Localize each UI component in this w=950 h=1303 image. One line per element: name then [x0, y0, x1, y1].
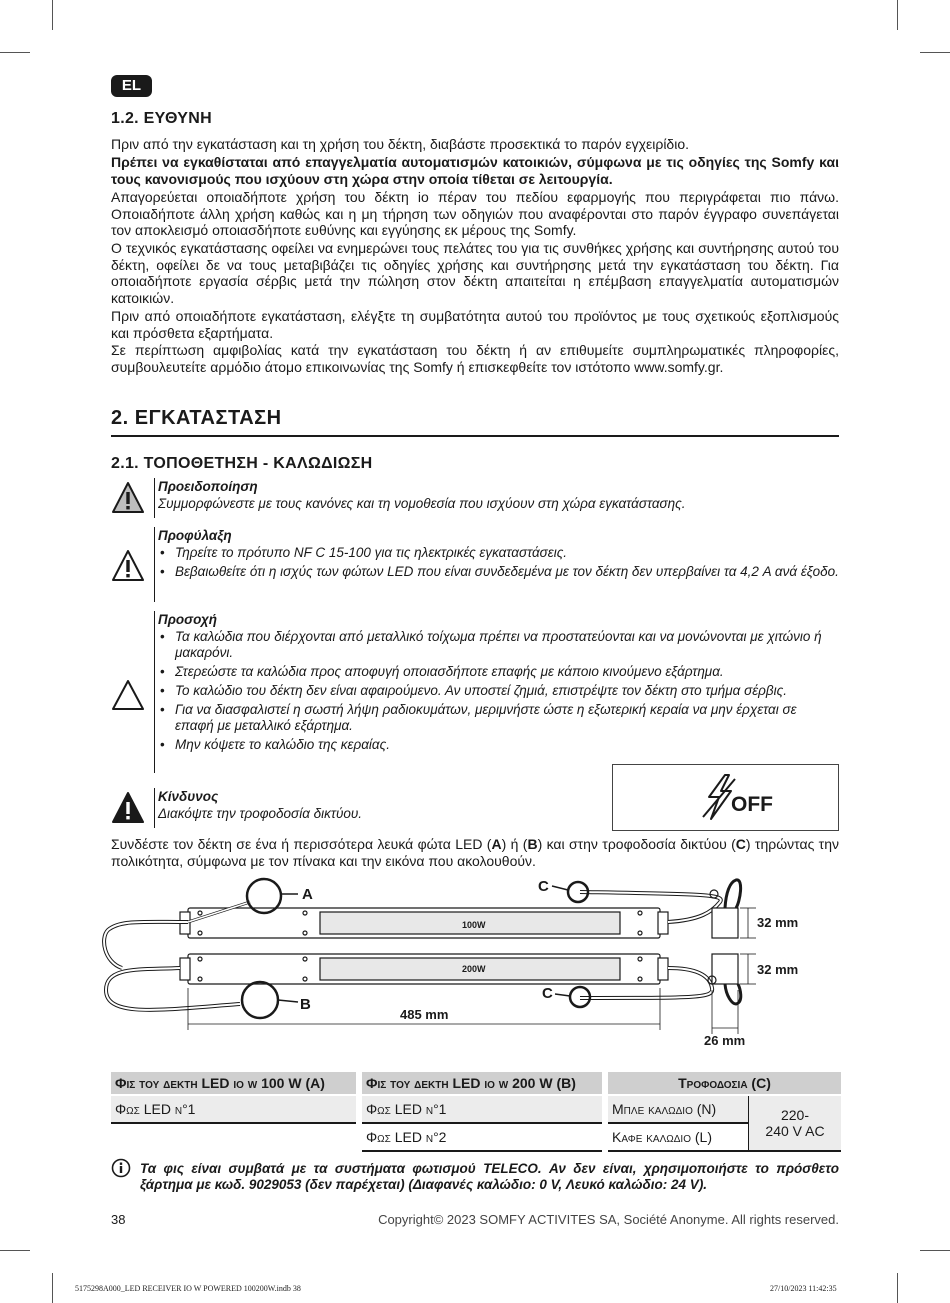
dimension-length: 485 mm — [400, 1007, 449, 1022]
label-a-ref: A — [491, 836, 502, 852]
section-heading-responsibility: 1.2. ΕΥΘΥΝΗ — [111, 110, 212, 127]
warning-notice — [111, 478, 839, 518]
paragraph: Απαγορεύεται οποιαδήποτε χρήση του δέκτη io πέραν του πεδίου εφαρμογής που περιγράφεται πιο πάνω. Οποιαδήποτε άλλη χρήση καθώς και η μη τήρηση των οδηγιών που αναφέρονται στο παρόν έγγραφο συνεπάγεται τον αποκλεισμό οποιασδήποτε ευθύνης και εγγύησης εκ μέρους της Somfy. — [111, 189, 839, 238]
label-c-top: C — [538, 878, 549, 895]
text-run: ) ή ( — [501, 836, 528, 852]
crop-mark — [897, 0, 898, 30]
power-off-illustration — [612, 764, 839, 831]
connect-instruction — [111, 836, 839, 869]
text-run: ) και στην τροφοδοσία δικτύου ( — [537, 836, 736, 852]
page-number: 38 — [111, 1212, 126, 1227]
list-item: • Βεβαιωθείτε ότι η ισχύς των φώτων LED που είναι συνδεδεμένα με τον δέκτη δεν υπερβαίνει τα 4,2 A ανά έξοδο. — [158, 564, 839, 580]
connection-table — [111, 1072, 841, 1152]
label-b: B — [300, 996, 311, 1013]
list-item: • Το καλώδιο του δέκτη δεν είναι αφαιρούμενο. Αν υποστεί ζημιά, επιστρέψτε τον δέκτη στο τμήμα σέρβις. — [158, 683, 839, 699]
precaution-notice — [111, 527, 839, 602]
cell-text: Φως LED n°1 — [115, 1101, 196, 1117]
dimension-width: 26 mm — [704, 1033, 746, 1048]
print-slug-file: 5175298A000_LED RECEIVER IO W POWERED 100200W.indb 38 — [75, 1284, 301, 1293]
warning-triangle-icon — [111, 481, 145, 515]
voltage-line: 220- — [780, 1107, 810, 1123]
table-header: Τροφοδοσια (C) — [608, 1072, 841, 1096]
crop-mark — [52, 1273, 53, 1303]
dimension-height-bottom: 32 mm — [757, 962, 799, 977]
label-c-ref: C — [735, 836, 746, 852]
notice-title: Προειδοποίηση — [158, 479, 258, 494]
print-slug-date: 27/10/2023 11:42:35 — [770, 1284, 837, 1293]
paragraph: Σε περίπτωση αμφιβολίας κατά την εγκατάσταση του δέκτη ή αν επιθυμείτε συμπληρωματικές πληροφορίες, συμβουλευτείτε αρμόδιο άτομο επικοινωνίας της Somfy ή επισκεφθείτε τον ιστότοπο www.somfy.gr. — [111, 342, 839, 375]
label-200w: 200W — [462, 964, 486, 974]
notice-title: Προσοχή — [158, 612, 217, 627]
paragraph-bold: Πρέπει να εγκαθίσταται από επαγγελματία αυτοματισμών κατοικιών, σύμφωνα με τις οδηγίες της Somfy και τους κανονισμούς που ισχύουν στη χώρα στην οποία τίθεται σε λειτουργία. — [111, 154, 839, 187]
label-c-bottom: C — [542, 985, 553, 1002]
notice-title: Προφύλαξη — [158, 528, 232, 543]
list-item: • Τα καλώδια που διέρχονται από μεταλλικό τοίχωμα πρέπει να προστατεύονται και να μονώνονται με χιτώνιο ή μακαρόνι. — [158, 629, 839, 661]
label-100w: 100W — [462, 920, 486, 930]
cable-top-left — [104, 922, 188, 968]
notice-title: Κίνδυνος — [158, 789, 219, 804]
connector-b-highlight — [242, 982, 278, 1018]
crop-mark — [920, 1250, 950, 1251]
dimension-height-top: 32 mm — [757, 915, 799, 930]
list-item: • Τηρείτε το πρότυπο NF C 15-100 για τις ηλεκτρικές εγκαταστάσεις. — [158, 545, 839, 561]
cell-text: Φως LED n°1 — [366, 1101, 447, 1117]
notice-text: Διακόψτε την τροφοδοσία δικτύου. — [158, 806, 363, 821]
label-b-ref: B — [527, 836, 538, 852]
list-item: • Για να διασφαλιστεί η σωστή λήψη ραδιοκυμάτων, μεριμνήστε ώστε η εξωτερική κεραία να μην έρχεται σε επαφή με μεταλλικό εξάρτημα. — [158, 702, 839, 734]
section-heading-installation: 2. ΕΓΚΑΤΑΣΤΑΣΗ — [111, 407, 839, 437]
wiring-diagram — [100, 872, 860, 1052]
text-run: ) τηρώντας την πολικότητα, σύμφωνα με τον πίνακα και την εικόνα που ακολουθούν. — [111, 836, 839, 869]
section-heading-mounting-wiring: 2.1. ΤΟΠΟΘΕΤΗΣΗ - ΚΑΛΩΔΙΩΣΗ — [111, 455, 373, 472]
table-cell — [362, 1096, 602, 1124]
notice-text: Συμμορφώνεστε με τους κανόνες και τη νομοθεσία που ισχύουν στη χώρα εγκατάστασης. — [158, 496, 686, 511]
table-header: Φις του δεκτη LED io w 200 W (B) — [362, 1072, 602, 1096]
table-cell — [608, 1124, 748, 1152]
label-a: A — [302, 886, 313, 903]
crop-mark — [920, 52, 950, 53]
copyright-notice: Copyright© 2023 SOMFY ACTIVITES SA, Société Anonyme. All rights reserved. — [378, 1212, 839, 1227]
language-badge: EL — [111, 75, 152, 97]
off-label: OFF — [731, 793, 773, 816]
paragraph: Ο τεχνικός εγκατάστασης οφείλει να ενημερώνει τους πελάτες του για τις συνθήκες χρήσης και συντήρησης αυτού του δέκτη, οφείλει δε να τους μεταβιβάζει τις οδηγίες χρήσης και συντήρησης μετά την εγκατάσταση του δέκτη. Για οποιαδήποτε εργασία σέρβις μετά την πώληση στον δέκτη απαιτείται η επέμβαση επαγγελματία αυτοματισμών κατοικιών. — [111, 240, 839, 306]
caution-notice — [111, 611, 839, 773]
table-cell — [362, 1124, 602, 1152]
info-icon — [111, 1158, 131, 1178]
attention-triangle-icon — [111, 678, 145, 712]
table-cell — [608, 1096, 748, 1124]
crop-mark — [0, 52, 30, 53]
danger-notice — [111, 788, 601, 828]
info-note: Τα φις είναι συμβατά με τα συστήματα φωτισμού TELECO. Αν δεν είναι, χρησιμοποιήστε το πρόσθετο ξάρτημα με κωδ. 9029053 (δεν παρέχεται) (Διαφανές καλώδιο: 0 V, Λευκό καλώδιο: 24 V). — [140, 1161, 839, 1192]
voltage-line: 240 V AC — [765, 1123, 825, 1139]
list-item: • Μην κόψετε το καλώδιο της κεραίας. — [158, 737, 839, 753]
cell-text: Καφε καλωδιο (L) — [612, 1129, 712, 1145]
paragraph: Πριν από την εγκατάσταση και τη χρήση του δέκτη, διαβάστε προσεκτικά το παρόν εγχειρίδιο. — [111, 136, 690, 152]
list-item: • Στερεώστε τα καλώδια προς αποφυγή οποιασδήποτε επαφής με κάποιο κινούμενο εξάρτημα. — [158, 664, 839, 680]
crop-mark — [897, 1273, 898, 1303]
danger-triangle-icon — [111, 791, 145, 825]
paragraph: Πριν από οποιαδήποτε εγκατάσταση, ελέγξτε τη συμβατότητα αυτού του προϊόντος με τους σχετικούς εξοπλισμούς και πρόσθετα εξαρτήματα. — [111, 308, 839, 341]
crop-mark — [0, 1250, 30, 1251]
voltage-cell — [748, 1096, 841, 1152]
text-run: Συνδέστε τον δέκτη σε ένα ή περισσότερα λευκά φώτα LED ( — [111, 836, 492, 852]
caution-triangle-icon — [111, 549, 145, 583]
table-cell — [111, 1096, 356, 1124]
cell-text: Μπλε καλωδιο (N) — [612, 1101, 717, 1117]
cell-text: Φως LED n°2 — [366, 1129, 447, 1145]
table-header: Φις του δεκτη LED io w 100 W (A) — [111, 1072, 356, 1096]
crop-mark — [52, 0, 53, 30]
